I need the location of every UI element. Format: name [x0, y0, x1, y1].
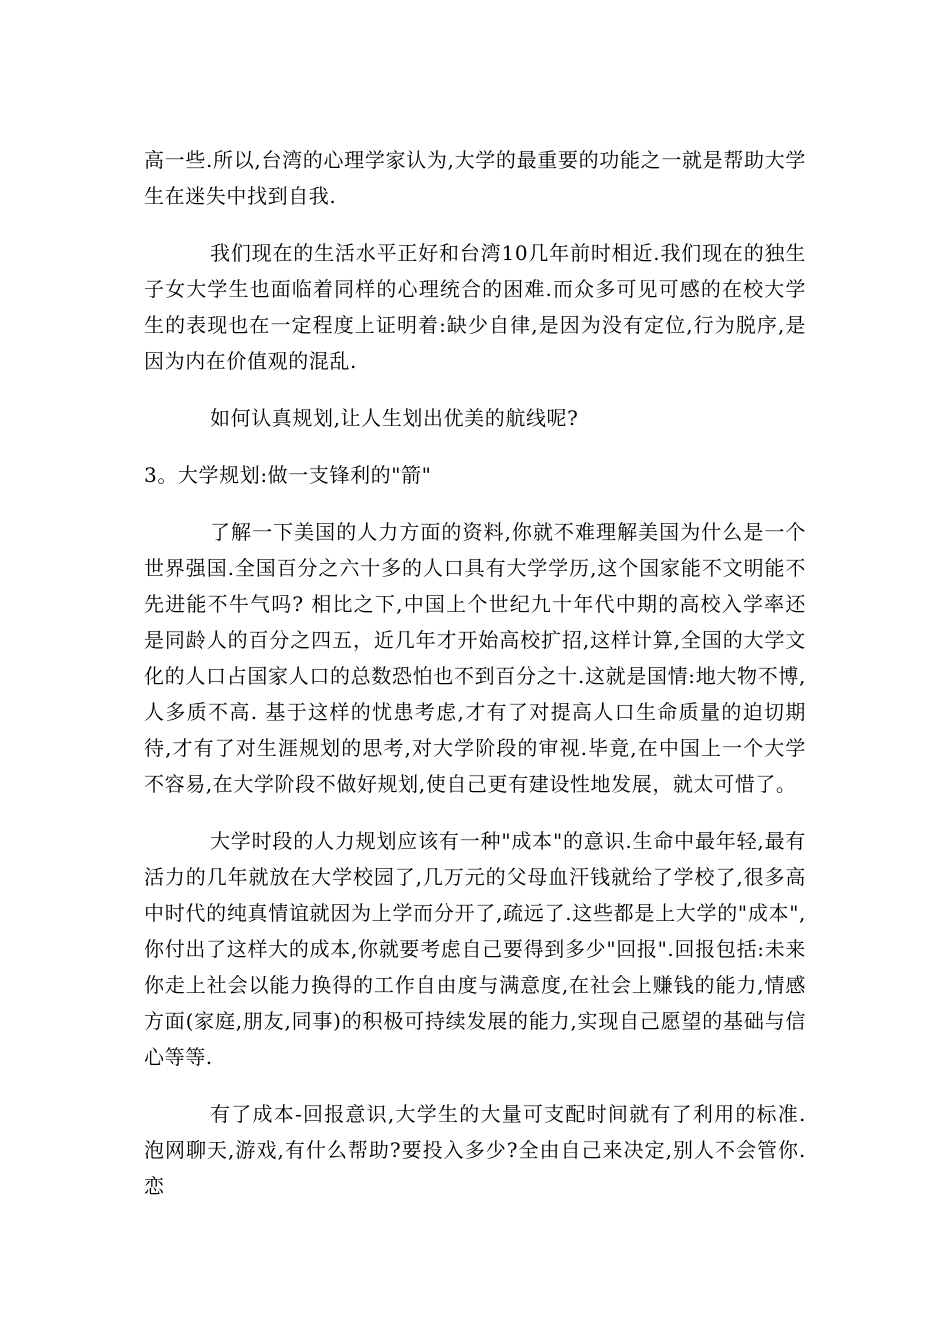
paragraph-continuation: 高一些.所以,台湾的心理学家认为,大学的最重要的功能之一就是帮助大学生在迷失中找到自我. [144, 148, 806, 208]
paragraph-cost-return: 有了成本-回报意识,大学生的大量可支配时间就有了利用的标准.泡网聊天,游戏,有什么帮助?要投入多少?全由自己来决定,别人不会管你.恋 [144, 1102, 806, 1198]
paragraph-cost-awareness: 大学时段的人力规划应该有一种"成本"的意识.生命中最年轻,最有活力的几年就放在大学校园了,几万元的父母血汗钱就给了学校了,很多高中时代的纯真情谊就因为上学而分开了,疏远了.这些都是上大学的"成本",你付出了这样大的成本,你就要考虑自己要得到多少"回报".回报包括:未来你走上社会以能力换得的工作自由度与满意度,在社会上赚钱的能力,情感方面(家庭,朋友,同事)的积极可持续发展的能力,实现自己愿望的基础与信心等等. [144, 829, 806, 1069]
document-body [144, 142, 806, 1225]
paragraph-us-comparison: 了解一下美国的人力方面的资料,你就不难理解美国为什么是一个世界强国.全国百分之六十多的人口具有大学学历,这个国家能不文明能不先进能不牛气吗? 相比之下,中国上个世纪九十年代中期的高校入学率还是同龄人的百分之四五，近几年才开始高校扩招,这样计算,全国的大学文化的人口占国家人口的总数恐怕也不到百分之十.这就是国情:地大物不博,人多质不高. 基于这样的忧患考虑,才有了对提高人口生命质量的迫切期待,才有了对生涯规划的思考,对大学阶段的审视.毕竟,在中国上一个大学不容易,在大学阶段不做好规划,使自己更有建设性地发展，就太可惜了。 [144, 520, 806, 796]
paragraph-question: 如何认真规划,让人生划出优美的航线呢? [210, 406, 579, 430]
paragraph-taiwan-comparison: 我们现在的生活水平正好和台湾10几年前时相近.我们现在的独生子女大学生也面临着同样的心理统合的困难.而众多可见可感的在校大学生的表现也在一定程度上证明着:缺少自律,是因为没有定位,行为脱序,是因为内在价值观的混乱. [144, 241, 806, 373]
section-heading: 3。大学规划:做一支锋利的"箭" [144, 463, 432, 487]
